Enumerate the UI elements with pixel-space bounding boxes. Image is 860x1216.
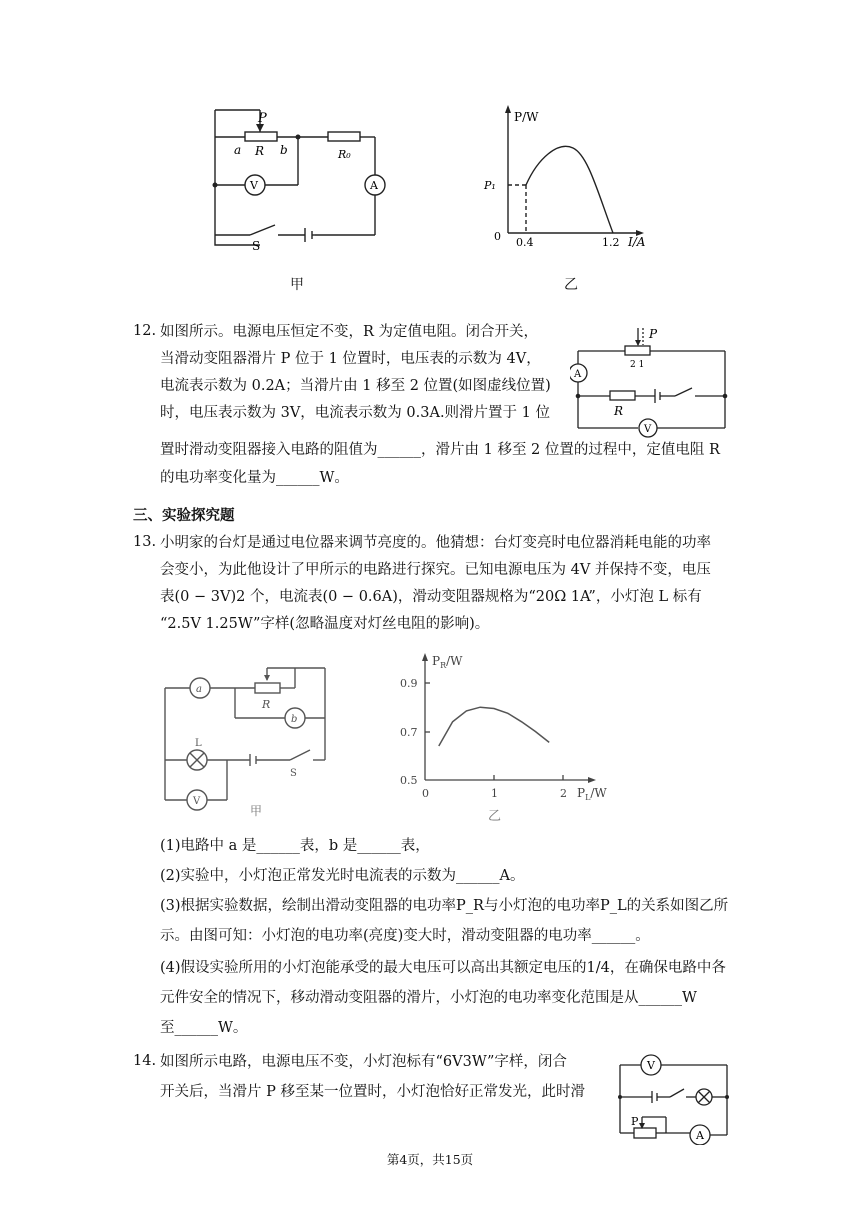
svg-text:L: L — [195, 738, 202, 749]
q14-circuit — [612, 1045, 742, 1145]
svg-text:b: b — [291, 714, 298, 725]
svg-text:a: a — [234, 143, 242, 157]
y-tick: 0.7 — [400, 726, 418, 739]
section-heading: 三、实验探究题 — [133, 507, 235, 524]
svg-text:A: A — [696, 1129, 704, 1142]
svg-text:V: V — [644, 424, 652, 435]
svg-text:0: 0 — [494, 230, 501, 243]
x-tick: 0 — [422, 787, 429, 800]
q13-sub-4c: 至______W。 — [160, 1020, 248, 1036]
q13-graph-yi — [395, 645, 625, 825]
svg-text:S: S — [290, 768, 297, 779]
svg-text:R: R — [255, 144, 265, 158]
page-footer: 第4页，共15页 — [386, 1152, 474, 1167]
q13-intro: 小明家的台灯是通过电位器来调节亮度的。他猜想：台灯变亮时电位器消耗电能的功率 会变小，为此他设计了甲所示的电路进行探究。已知电源电压为 4V 并保持不变，电压 表(0 − 3V)2 个，电流表(0 − 0.6A)，滑动变阻器规格为“20Ω 1A”，小灯泡 L 标有 “2.5V 1.25W”字样(忽略温度对灯丝电阻的影响)。 — [160, 535, 711, 632]
svg-text:甲: 甲 — [250, 804, 263, 818]
q11-graph-yi — [478, 103, 668, 253]
q14-number: 14. — [133, 1053, 157, 1069]
svg-text:R: R — [262, 698, 271, 711]
svg-text:V: V — [193, 796, 201, 807]
fig-caption-yi: 乙 — [564, 277, 578, 293]
svg-text:a: a — [196, 684, 202, 695]
y-tick: 0.9 — [400, 677, 418, 690]
q13-sub-2: (2)实验中，小灯泡正常发光时电流表的示数为______A。 — [160, 868, 525, 884]
q13-subquestions — [160, 833, 740, 1042]
q13-sub-4a: (4)假设实验所用的小灯泡能承受的最大电压可以高出其额定电压的1/4，在确保电路中各 — [160, 960, 726, 976]
q13-number: 13. — [133, 534, 157, 550]
x-axis-label: $P_L/W$ — [577, 786, 607, 802]
svg-text:A: A — [574, 369, 582, 380]
svg-text:R: R — [614, 404, 624, 418]
x-tick: 2 — [560, 787, 567, 800]
q12-text-narrow: 如图所示。电源电压恒定不变，R 为定值电阻。闭合开关， 当滑动变阻器滑片 P 位于 1 位置时，电压表的示数为 4V， 电流表示数为 0.2A；当滑片由 1 移至 2 位置(如图虚线位置) 时，电压表示数为 3V，电流表示数为 0.3A.则滑片置于 1 位 — [160, 324, 551, 421]
fig-caption-jia: 甲 — [290, 277, 304, 293]
svg-text:P₁: P₁ — [484, 179, 496, 192]
q13-sub-4b: 元件安全的情况下，移动滑动变阻器的滑片，小灯泡的电功率变化范围是从______W — [160, 990, 697, 1006]
svg-text:V: V — [647, 1059, 655, 1072]
svg-text:P/W: P/W — [514, 110, 539, 124]
q13-sub-3a: (3)根据实验数据，绘制出滑动变阻器的电功率P_R与小灯泡的电功率P_L的关系如图乙所 — [160, 898, 729, 914]
x-tick: 1 — [491, 787, 498, 800]
svg-text:b: b — [280, 143, 288, 157]
svg-text:0.4: 0.4 — [516, 236, 534, 249]
svg-text:乙: 乙 — [488, 809, 502, 824]
q12-circuit — [570, 323, 735, 443]
svg-text:I/A: I/A — [628, 235, 646, 249]
svg-text:2 1: 2 1 — [630, 360, 645, 370]
svg-text:S: S — [252, 239, 261, 253]
label-p: P — [258, 111, 267, 126]
q13-sub-1: (1)电路中 a 是______表，b 是______表， — [160, 838, 430, 854]
svg-text:A: A — [370, 179, 378, 192]
svg-text:R₀: R₀ — [338, 148, 351, 161]
q13-sub-3b: 示。由图可知：小灯泡的电功率(亮度)变大时，滑动变阻器的电功率______。 — [160, 928, 650, 944]
q12-number: 12. — [133, 323, 157, 339]
svg-text:P: P — [649, 327, 658, 341]
svg-text:1.2: 1.2 — [602, 236, 620, 249]
q14-text: 如图所示电路，电源电压不变，小灯泡标有“6V3W”字样，闭合 开关后，当滑片 P 移至某一位置时，小灯泡恰好正常发光，此时滑 — [160, 1054, 585, 1100]
q11-circuit-jia — [200, 100, 400, 260]
svg-text:V: V — [250, 179, 258, 192]
y-axis-label: $P_R/W$ — [432, 654, 463, 670]
pr-pl-curve — [439, 707, 549, 746]
q12-text-wide: 置时滑动变阻器接入电路的阻值为______，滑片由 1 移至 2 位置的过程中，定值电阻 R 的电功率变化量为______W。 — [160, 442, 720, 486]
y-tick: 0.5 — [400, 774, 418, 787]
q13-circuit-jia — [155, 650, 345, 820]
svg-text:P: P — [631, 1115, 639, 1128]
